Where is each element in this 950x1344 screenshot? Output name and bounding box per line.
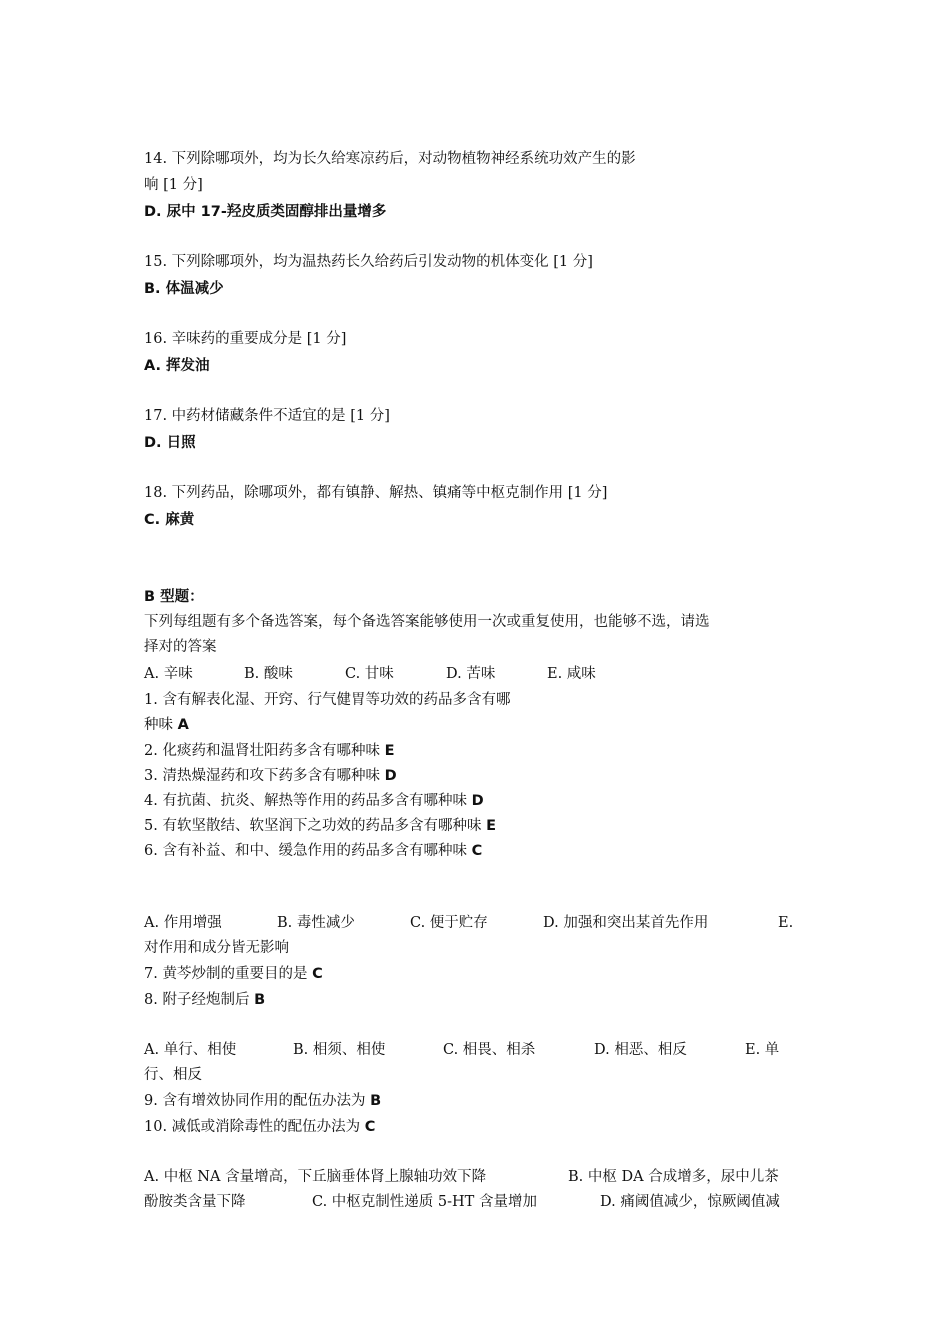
group1-option-b: B. 酸味 bbox=[244, 666, 293, 682]
group3-option-d: D. 相恶、相反 bbox=[594, 1042, 687, 1058]
group1-option-d: D. 苦味 bbox=[446, 666, 496, 682]
group1-item-1-text2: 种味 bbox=[144, 717, 173, 733]
group1-item-6-answer: C bbox=[471, 843, 483, 859]
question-15-text: 15. 下列除哪项外，均为温热药长久给药后引发动物的机体变化 [1 分] bbox=[144, 254, 593, 270]
group1-item-1-text: 1. 含有解表化湿、开窍、行气健胃等功效的药品多含有哪 bbox=[144, 692, 511, 708]
group2-item-7 bbox=[144, 963, 323, 985]
group2-option-a: A. 作用增强 bbox=[144, 915, 222, 931]
group1-option-e: E. 咸味 bbox=[547, 666, 596, 682]
group1-option-c: C. 甘味 bbox=[345, 666, 394, 682]
group1-item-5-answer: E bbox=[486, 818, 496, 834]
group3-option-e: E. 单 bbox=[745, 1042, 780, 1058]
question-14-text: 14. 下列除哪项外，均为长久给寒凉药后，对动物植物神经系统功效产生的影 bbox=[144, 151, 636, 167]
group2-option-e-cont: 对作用和成分皆无影响 bbox=[144, 940, 289, 956]
group3-item-10-answer: C bbox=[364, 1119, 376, 1135]
group3-option-c: C. 相畏、相杀 bbox=[443, 1042, 536, 1058]
group3-option-b: B. 相须、相使 bbox=[293, 1042, 386, 1058]
group1-option-a: A. 辛味 bbox=[144, 666, 193, 682]
group1-item-1-answer: A bbox=[177, 717, 189, 733]
group2-item-8-answer: B bbox=[254, 992, 266, 1008]
group3-option-a: A. 单行、相使 bbox=[144, 1042, 237, 1058]
group4-option-a: A. 中枢 NA 含量增高，下丘脑垂体肾上腺轴功效下降 bbox=[144, 1169, 487, 1185]
group2-option-e: E. bbox=[778, 915, 794, 931]
group2-option-c: C. 便于贮存 bbox=[410, 915, 488, 931]
group3-item-10-text: 10. 减低或消除毒性的配伍办法为 bbox=[144, 1119, 361, 1135]
group3-item-9-text: 9. 含有增效协同作用的配伍办法为 bbox=[144, 1093, 366, 1109]
group4-option-b-cont: 酚胺类含量下降 bbox=[144, 1194, 246, 1210]
group1-item-2 bbox=[144, 740, 394, 762]
group1-item-5 bbox=[144, 815, 496, 837]
group3-item-9-answer: B bbox=[370, 1093, 382, 1109]
group1-item-4 bbox=[144, 790, 484, 812]
question-16-answer: A. 挥发油 bbox=[144, 358, 210, 374]
group4-option-d: D. 痛阈值减少，惊厥阈值减 bbox=[600, 1194, 780, 1210]
group1-item-6 bbox=[144, 840, 482, 862]
group1-item-4-answer: D bbox=[471, 793, 484, 809]
question-15-answer: B. 体温减少 bbox=[144, 281, 224, 297]
group1-item-3 bbox=[144, 765, 397, 787]
b-section-intro-cont: 择对的答案 bbox=[144, 639, 217, 655]
group1-item-4-text: 4. 有抗菌、抗炎、解热等作用的药品多含有哪种味 bbox=[144, 793, 467, 809]
group1-item-5-text: 5. 有软坚散结、软坚润下之功效的药品多含有哪种味 bbox=[144, 818, 482, 834]
group3-option-e-cont: 行、相反 bbox=[144, 1067, 202, 1083]
question-14-text-cont: 响 [1 分] bbox=[144, 177, 203, 193]
b-section-title: B 型题： bbox=[144, 589, 204, 605]
group4-option-b: B. 中枢 DA 合成增多，尿中儿茶 bbox=[568, 1169, 779, 1185]
group2-item-8-text: 8. 附子经炮制后 bbox=[144, 992, 250, 1008]
group1-item-2-text: 2. 化痰药和温肾壮阳药多含有哪种味 bbox=[144, 743, 380, 759]
group4-option-c: C. 中枢克制性递质 5-HT 含量增加 bbox=[312, 1194, 537, 1210]
question-16-text: 16. 辛味药的重要成分是 [1 分] bbox=[144, 331, 347, 347]
question-18-answer: C. 麻黄 bbox=[144, 512, 195, 528]
group3-item-10 bbox=[144, 1116, 375, 1138]
group3-item-9 bbox=[144, 1090, 381, 1112]
group2-option-d: D. 加强和突出某首先作用 bbox=[543, 915, 709, 931]
group1-item-2-answer: E bbox=[384, 743, 395, 759]
group1-item-3-text: 3. 清热燥湿药和攻下药多含有哪种味 bbox=[144, 768, 380, 784]
group1-item-1-text-cont bbox=[144, 714, 189, 736]
question-18-text: 18. 下列药品，除哪项外，都有镇静、解热、镇痛等中枢克制作用 [1 分] bbox=[144, 485, 608, 501]
group1-item-6-text: 6. 含有补益、和中、缓急作用的药品多含有哪种味 bbox=[144, 843, 467, 859]
question-17-text: 17. 中药材储藏条件不适宜的是 [1 分] bbox=[144, 408, 390, 424]
group2-option-b: B. 毒性减少 bbox=[277, 915, 355, 931]
question-14-answer: D. 尿中 17-羟皮质类固醇排出量增多 bbox=[144, 204, 387, 220]
question-17-answer: D. 日照 bbox=[144, 435, 196, 451]
b-section-intro: 下列每组题有多个备选答案，每个备选答案能够使用一次或重复使用，也能够不选，请选 bbox=[144, 614, 710, 630]
group2-item-7-answer: C bbox=[312, 966, 323, 982]
group1-item-3-answer: D bbox=[384, 768, 397, 784]
group2-item-7-text: 7. 黄芩炒制的重要目的是 bbox=[144, 966, 308, 982]
group2-item-8 bbox=[144, 989, 265, 1011]
